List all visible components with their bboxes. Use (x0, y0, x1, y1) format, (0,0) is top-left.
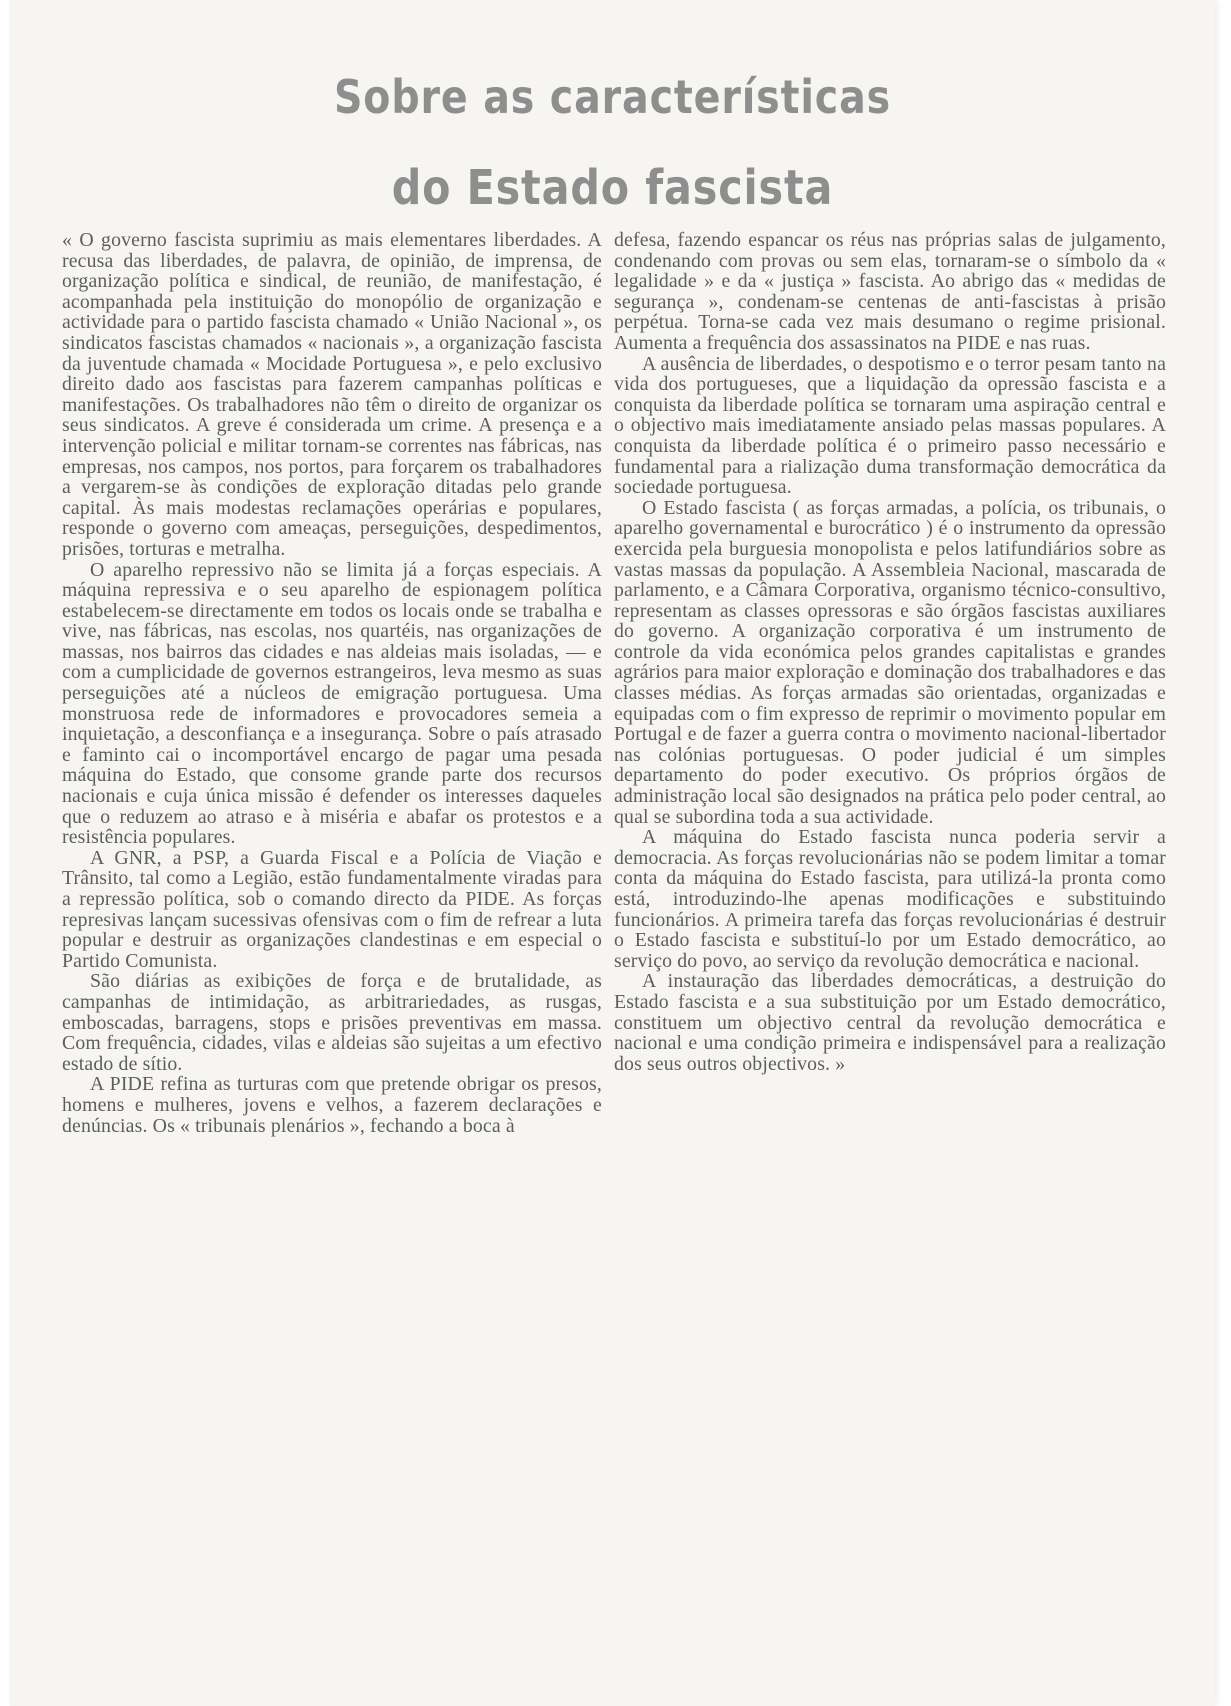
paragraph: A instauração das liberdades democráticas, a destruição do Estado fascista e a sua substituição por um Estado democrático, constituem um objectivo central da revolução democrática e nacional e uma condição primeira e indispensável para a realização dos seus outros objectivos. » (614, 970, 1166, 1075)
paragraph: A máquina do Estado fascista nunca poderia servir a democracia. As forças revolucionárias não se podem limitar a tomar conta da máquina do Estado fascista, para utilizá-la pronta como está, introduzindo-lhe apenas modificações e substituindo funcionários. A primeira tarefa das forças revolucionárias é destruir o Estado fascista e substituí-lo por um Estado democrático, ao serviço do povo, ao serviço da revolução democrática e nacional. (614, 826, 1166, 972)
paragraph: A PIDE refina as turturas com que pretende obrigar os presos, homens e mulheres, jovens e velhos, a fazerem declarações e denúncias. Os « tribunais plenários », fechando a boca à (62, 1073, 602, 1137)
page-title-line-2: do Estado fascista (391, 160, 834, 216)
document-page (10, 0, 1215, 1706)
left-text-column (62, 230, 602, 1136)
paragraph: « O governo fascista suprimiu as mais elementares liberdades. A recusa das liberdades, de palavra, de opinião, de imprensa, de organização política e sindical, de reunião, de manifestação, é acompanhada pela instituição do monopólio de organização e actividade para o partido fascista chamado « União Nacional », os sindicatos fascistas chamados « nacionais », a organização fascista da juventude chamada « Mocidade Portuguesa », e pelo exclusivo direito dado aos fascistas para fazerem campanhas políticas e manifestações. Os trabalhadores não têm o direito de organizar os seus sindicatos. A greve é considerada um crime. A presença e a intervenção policial e militar tornam-se correntes nas fábricas, nas empresas, nos campos, nos portos, para forçarem os trabalhadores a vergarem-se às condições de exploração ditadas pelo grande capital. Às mais modestas reclamações operárias e populares, responde o governo com ameaças, perseguições, despedimentos, prisões, torturas e metralha. (62, 229, 602, 560)
right-text-column (614, 230, 1166, 1074)
paragraph: A GNR, a PSP, a Guarda Fiscal e a Polícia de Viação e Trânsito, tal como a Legião, estão fundamentalmente viradas para a repressão política, sob o comando directo da PIDE. As forças represivas lançam sucessivas ofensivas com o fim de refrear a luta popular e destruir as organizações clandestinas e em especial o Partido Comunista. (62, 846, 602, 972)
paragraph: defesa, fazendo espancar os réus nas próprias salas de julgamento, condenando com provas ou sem elas, tornaram-se o símbolo da « legalidade » e da « justiça » fascista. Ao abrigo das « medidas de segurança », condenam-se centenas de anti-fascistas à prisão perpétua. Torna-se cada vez mais desumano o regime prisional. Aumenta a frequência dos assassinatos na PIDE e nas ruas. (614, 229, 1166, 354)
paragraph: A ausência de liberdades, o despotismo e o terror pesam tanto na vida dos portugueses, que a liquidação da opressão fascista e a conquista da liberdade política se tornaram uma aspiração central e o objectivo mais imediatamente ansiado pelas massas populares. A conquista da liberdade política é o primeiro passo necessário e fundamental para a rialização duma transformação democrática da sociedade portuguesa. (614, 352, 1166, 499)
page-title-line-1: Sobre as características (333, 70, 892, 124)
paragraph: O aparelho repressivo não se limita já a forças especiais. A máquina repressiva e o seu aparelho de espionagem política estabelecem-se directamente em todos os locais onde se trabalha e vive, nas fábricas, nas escolas, nos quartéis, nas organizações de massas, nos bairros das cidades e nas aldeias mais isoladas, — e com a cumplicidade de governos estrangeiros, leva mesmo as suas perseguições até a núcleos de emigração portuguesa. Uma monstruosa rede de informadores e provocadores semeia a inquietação, a desconfiança e a insegurança. Sobre o país atrasado e faminto cai o incomportável encargo de pagar uma pesada máquina do Estado, que consome grande parte dos recursos nacionais e cuja única missão é defender os interesses daqueles que o reduzem ao atraso e à miséria e abafar os protestos e a resistência populares. (62, 558, 602, 849)
paragraph: O Estado fascista ( as forças armadas, a polícia, os tribunais, o aparelho governamental e burocrático ) é o instrumento da opressão exercida pela burguesia monopolista e pelos latifundiários sobre as vastas massas da população. A Assembleia Nacional, mascarada de parlamento, e a Câmara Corporativa, organismo técnico-consultivo, representam as classes opressoras e são órgãos fascistas auxiliares do governo. A organização corporativa é um instrumento de controle da vida económica pelos grandes capitalistas e grandes agrários para maior exploração e dominação dos trabalhadores e das classes médias. As forças armadas são orientadas, organizadas e equipadas com o fim expresso de reprimir o movimento popular em Portugal e de fazer a guerra contra o movimento nacional-libertador nas colónias portuguesas. O poder judicial é um simples departamento do poder executivo. Os próprios órgãos de administração local são designados na prática pelo poder central, ao qual se subordina toda a sua actividade. (614, 496, 1166, 828)
paragraph: São diárias as exibições de força e de brutalidade, as campanhas de intimidação, as arbitrariedades, as rusgas, emboscadas, barragens, stops e prisões preventivas em massa. Com frequência, cidades, vilas e aldeias são sujeitas a um efectivo estado de sítio. (62, 970, 602, 1075)
